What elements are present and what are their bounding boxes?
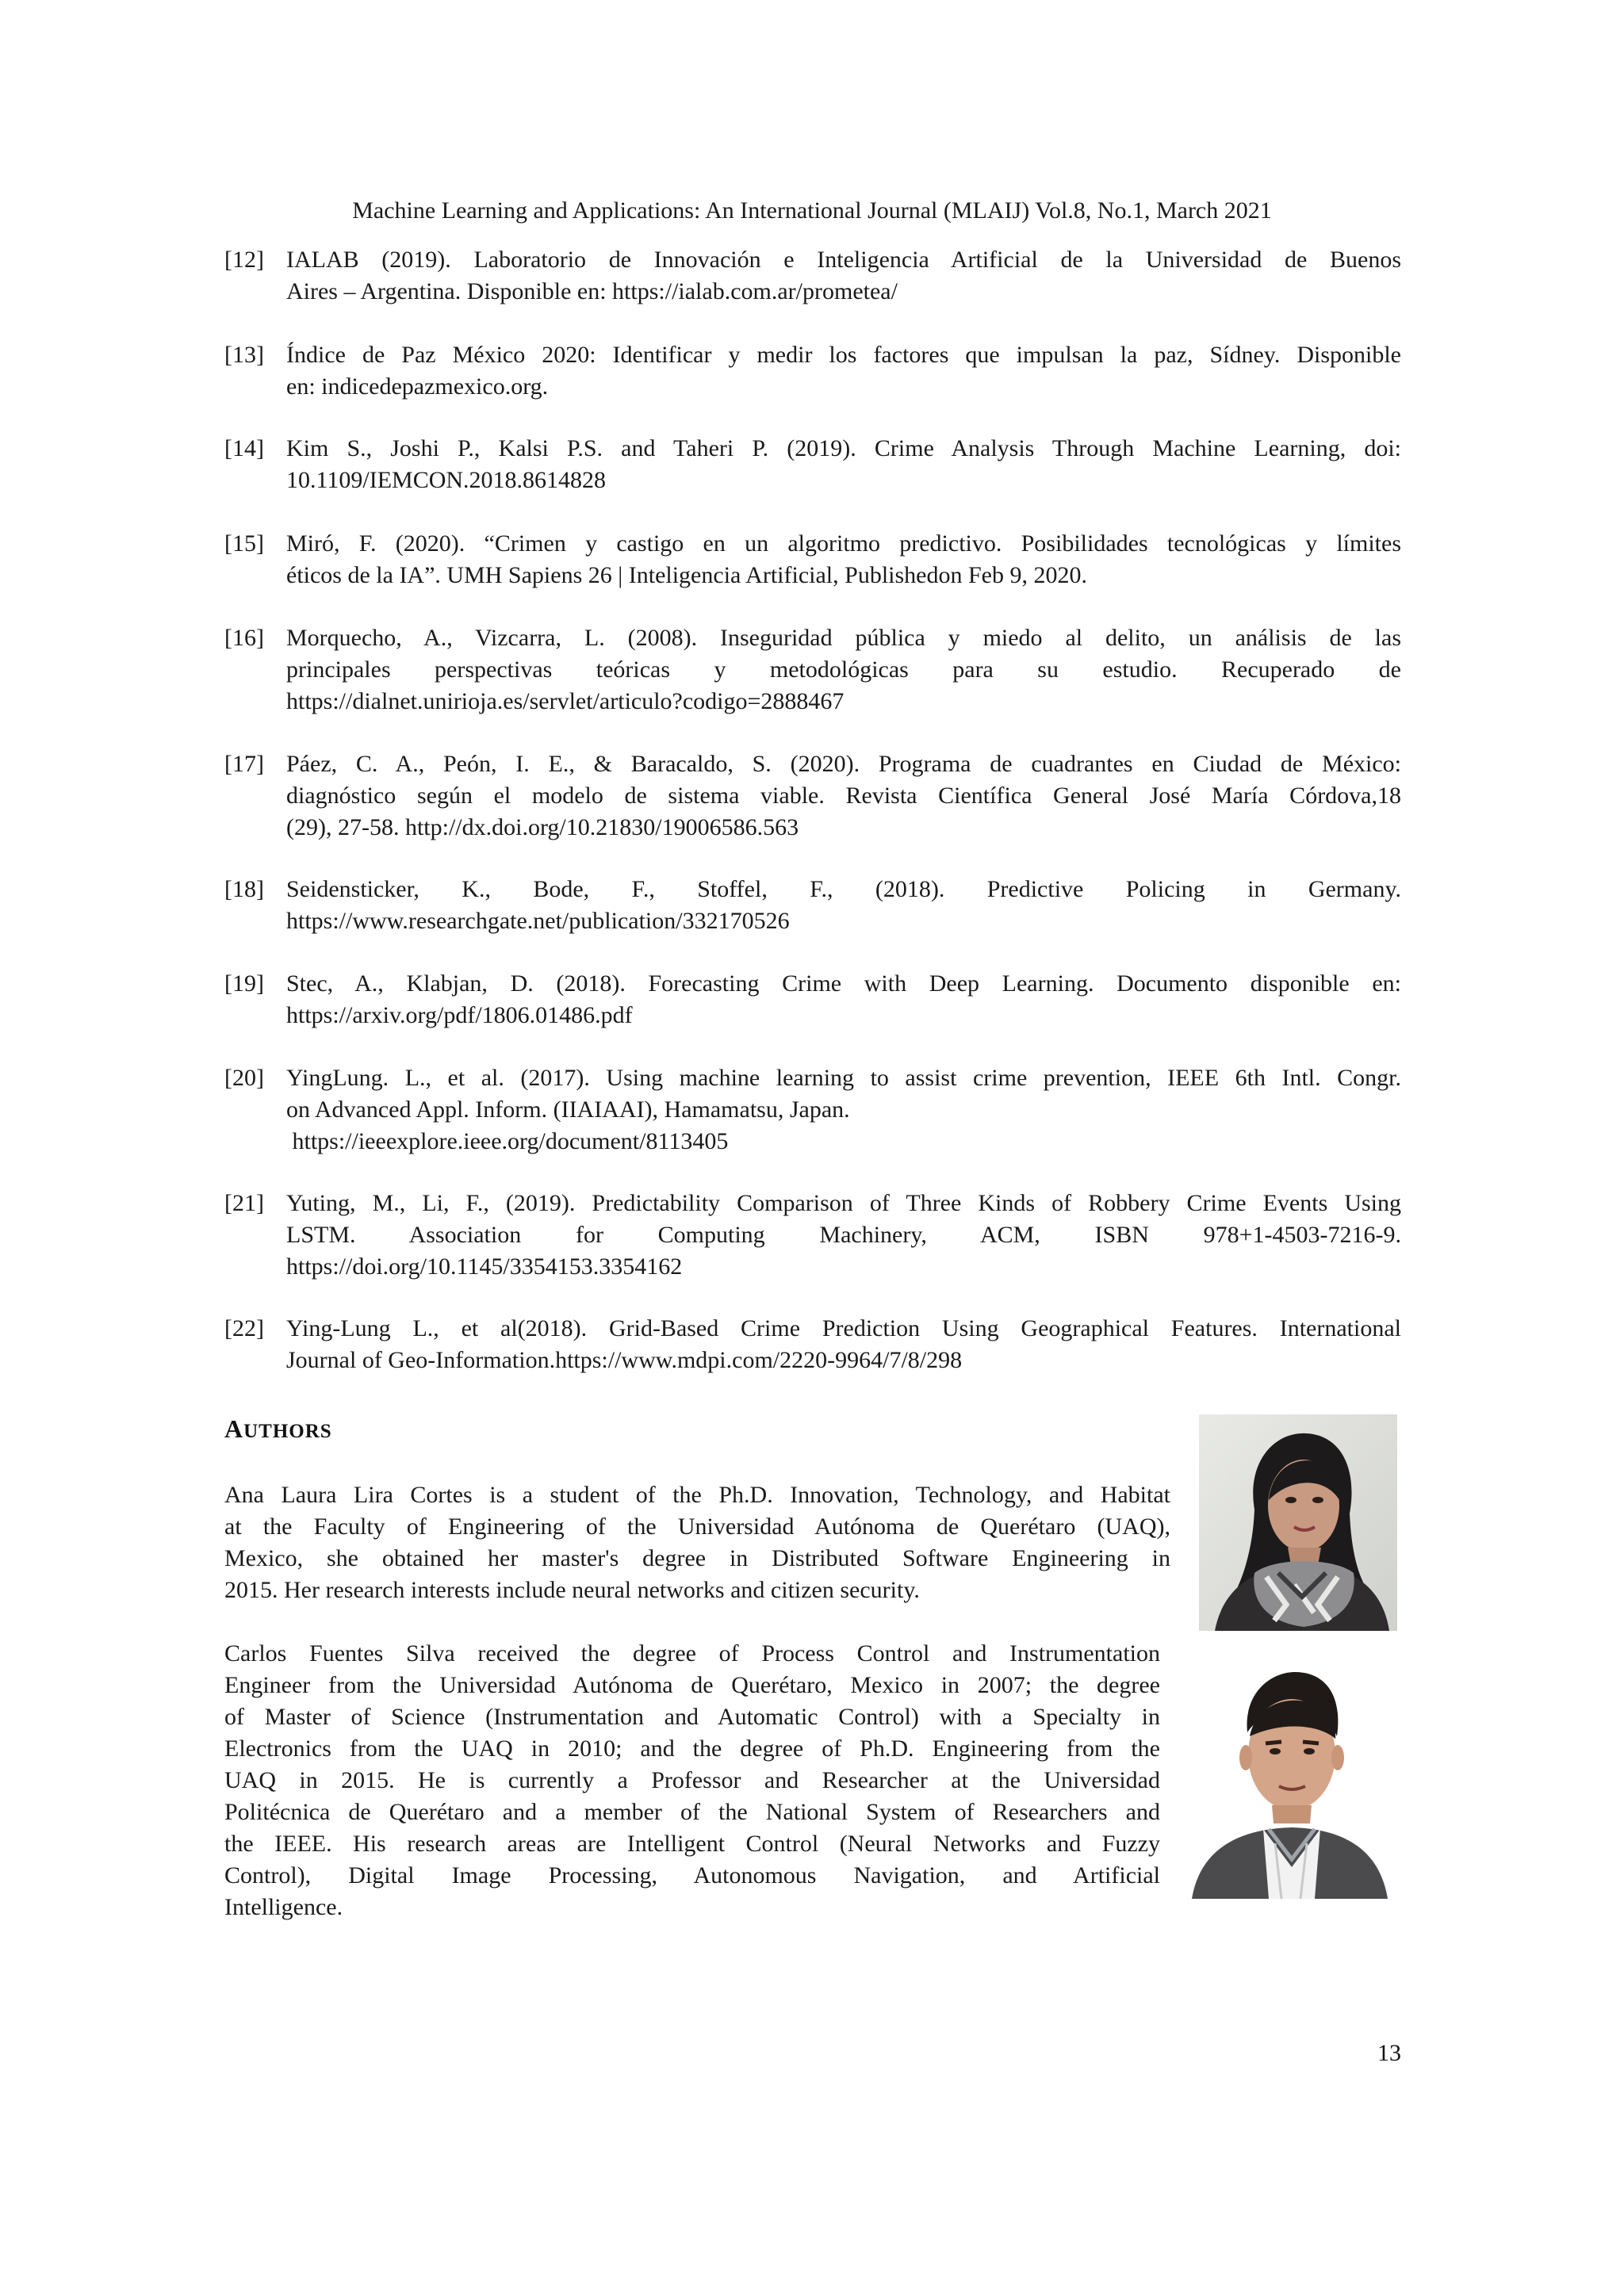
reference-line: Ying-Lung L., et al(2018). Grid-Based Crime Prediction Using Geographical Features. International — [286, 1315, 1401, 1341]
reference-line: Páez, C. A., Peón, I. E., & Baracaldo, S. (2020). Programa de cuadrantes en Ciudad de México: — [286, 751, 1401, 777]
reference-22 — [224, 1313, 1401, 1376]
reference-line: Journal of Geo-Information.https://www.mdpi.com/2220-9964/7/8/298 — [286, 1347, 963, 1373]
reference-13 — [224, 339, 1401, 403]
reference-line: en: indicedepazmexico.org. — [286, 373, 549, 400]
reference-line: Kim S., Joshi P., Kalsi P.S. and Taheri P. (2019). Crime Analysis Through Machine Learning, doi: — [286, 435, 1401, 461]
bio-line: the IEEE. His research areas are Intelligent Control (Neural Networks and Fuzzy — [224, 1831, 1160, 1857]
reference-text — [286, 622, 1401, 718]
heading-rest: UTHORS — [243, 1421, 332, 1442]
bio-line: Intelligence. — [224, 1894, 343, 1920]
reference-line: IALAB (2019). Laboratorio de Innovación e Inteligencia Artificial de la Universidad de Buenos — [286, 247, 1401, 273]
reference-19 — [224, 968, 1401, 1031]
reference-15 — [224, 528, 1401, 591]
reference-line: https://www.researchgate.net/publication/332170526 — [286, 908, 790, 934]
reference-line: (29), 27-58. http://dx.doi.org/10.21830/19006586.563 — [286, 814, 799, 840]
reference-number: [12] — [224, 247, 264, 273]
reference-text — [286, 433, 1401, 496]
reference-line: https://dialnet.unirioja.es/servlet/articulo?codigo=2888467 — [286, 688, 845, 714]
reference-number: [19] — [224, 970, 264, 997]
reference-number: [18] — [224, 876, 264, 902]
reference-line: diagnóstico según el modelo de sistema viable. Revista Científica General José María Córdova,18 — [286, 783, 1401, 809]
reference-text — [286, 874, 1401, 937]
reference-line: YingLung. L., et al. (2017). Using machine learning to assist crime prevention, IEEE 6th Intl. Congr. — [286, 1065, 1401, 1091]
author-bio-1 — [224, 1479, 1170, 1606]
reference-text — [286, 339, 1401, 403]
reference-text — [286, 528, 1401, 591]
bio-line: Carlos Fuentes Silva received the degree of Process Control and Instrumentation — [224, 1640, 1160, 1667]
author-photo-2 — [1188, 1661, 1390, 1899]
reference-number: [16] — [224, 625, 264, 651]
bio-line: Politécnica de Querétaro and a member of the National System of Researchers and — [224, 1799, 1160, 1825]
reference-line: éticos de la IA”. UMH Sapiens 26 | Inteligencia Artificial, Publishedon Feb 9, 2020. — [286, 562, 1087, 588]
reference-text — [286, 244, 1401, 308]
reference-12 — [224, 244, 1401, 308]
bio-line: Electronics from the UAQ in 2010; and the degree of Ph.D. Engineering from the — [224, 1735, 1160, 1762]
reference-line: 10.1109/IEMCON.2018.8614828 — [286, 467, 607, 493]
reference-18 — [224, 874, 1401, 937]
bio-line: Control), Digital Image Processing, Autonomous Navigation, and Artificial — [224, 1862, 1160, 1888]
reference-text — [286, 1313, 1401, 1376]
reference-16 — [224, 622, 1401, 718]
author-bio-2 — [224, 1638, 1160, 1923]
bio-line: at the Faculty of Engineering of the Universidad Autónoma de Querétaro (UAQ), — [224, 1513, 1170, 1540]
reference-21 — [224, 1188, 1401, 1283]
bio-line: of Master of Science (Instrumentation and Automatic Control) with a Specialty in — [224, 1704, 1160, 1730]
reference-text — [286, 1062, 1401, 1158]
reference-14 — [224, 433, 1401, 496]
running-header: Machine Learning and Applications: An International Journal (MLAIJ) Vol.8, No.1, March 2021 — [352, 197, 1272, 224]
bio-line: 2015. Her research interests include neural networks and citizen security. — [224, 1577, 920, 1603]
reference-text — [286, 748, 1401, 844]
reference-number: [21] — [224, 1190, 264, 1216]
reference-line: https://ieeexplore.ieee.org/document/8113405 — [286, 1128, 729, 1154]
reference-number: [14] — [224, 435, 264, 461]
bio-line: Mexico, she obtained her master's degree in Distributed Software Engineering in — [224, 1545, 1170, 1571]
reference-20 — [224, 1062, 1401, 1158]
bio-line: UAQ in 2015. He is currently a Professor and Researcher at the Universidad — [224, 1767, 1160, 1793]
reference-line: Yuting, M., Li, F., (2019). Predictability Comparison of Three Kinds of Robbery Crime Events Using — [286, 1190, 1401, 1216]
reference-17 — [224, 748, 1401, 844]
reference-line: Miró, F. (2020). “Crimen y castigo en un algoritmo predictivo. Posibilidades tecnológicas y límites — [286, 530, 1401, 557]
reference-line: Stec, A., Klabjan, D. (2018). Forecasting Crime with Deep Learning. Documento disponible en: — [286, 970, 1401, 997]
reference-line: Índice de Paz México 2020: Identificar y medir los factores que impulsan la paz, Sídney. Disponible — [286, 342, 1401, 368]
bio-line: Ana Laura Lira Cortes is a student of the Ph.D. Innovation, Technology, and Habitat — [224, 1482, 1170, 1508]
reference-text — [286, 1188, 1401, 1283]
heading-initial: A — [224, 1414, 244, 1443]
reference-number: [17] — [224, 751, 264, 777]
section-heading-authors — [224, 1413, 332, 1448]
page-number: 13 — [1377, 2040, 1401, 2066]
reference-number: [13] — [224, 342, 264, 368]
reference-line: https://arxiv.org/pdf/1806.01486.pdf — [286, 1002, 633, 1028]
reference-text — [286, 968, 1401, 1031]
reference-line: LSTM. Association for Computing Machinery, ACM, ISBN 978+1-4503-7216-9. — [286, 1222, 1401, 1248]
bio-line: Engineer from the Universidad Autónoma de Querétaro, Mexico in 2007; the degree — [224, 1672, 1160, 1698]
reference-number: [15] — [224, 530, 264, 557]
reference-line: Morquecho, A., Vizcarra, L. (2008). Inseguridad pública y miedo al delito, un análisis de las — [286, 625, 1401, 651]
reference-line: https://doi.org/10.1145/3354153.3354162 — [286, 1253, 683, 1280]
reference-number: [20] — [224, 1065, 264, 1091]
reference-line: principales perspectivas teóricas y metodológicas para su estudio. Recuperado de — [286, 656, 1401, 683]
reference-line: Aires – Argentina. Disponible en: https://ialab.com.ar/prometea/ — [286, 278, 898, 304]
reference-line: Seidensticker, K., Bode, F., Stoffel, F., (2018). Predictive Policing in Germany. — [286, 876, 1401, 902]
reference-number: [22] — [224, 1315, 264, 1341]
reference-line: on Advanced Appl. Inform. (IIAIAAI), Hamamatsu, Japan. — [286, 1096, 850, 1123]
author-photo-1 — [1199, 1414, 1397, 1631]
